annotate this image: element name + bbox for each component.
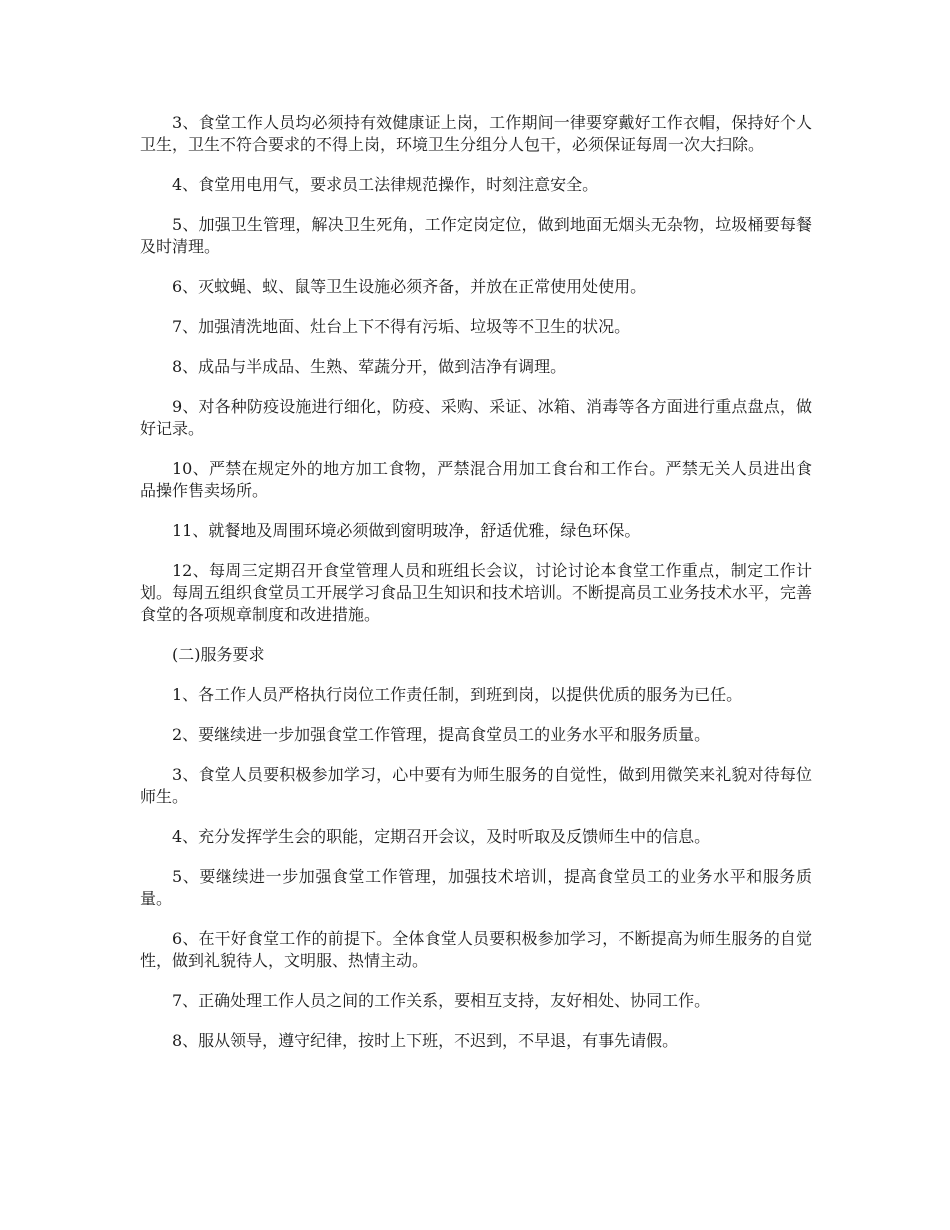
document-body: [140, 112, 812, 1070]
paragraph-hygiene-4: 4、食堂用电用气，要求员工法律规范操作，时刻注意安全。: [172, 175, 599, 194]
paragraph-hygiene-5: 5、加强卫生管理，解决卫生死角，工作定岗定位，做到地面无烟头无杂物，垃圾桶要每餐及时清理。: [140, 215, 812, 256]
paragraph-hygiene-9: 9、对各种防疫设施进行细化，防疫、采购、采证、冰箱、消毒等各方面进行重点盘点，做好记录。: [140, 397, 812, 438]
paragraph-hygiene-8: 8、成品与半成品、生熟、荤蔬分开，做到洁净有调理。: [172, 357, 567, 376]
paragraph-service-3: 3、食堂人员要积极参加学习，心中要有为师生服务的自觉性，做到用微笑来礼貌对待每位师生。: [140, 765, 812, 806]
paragraph-service-4: 4、充分发挥学生会的职能，定期召开会议，及时听取及反馈师生中的信息。: [172, 827, 711, 846]
paragraph-hygiene-6: 6、灭蚊蝇、蚁、鼠等卫生设施必须齐备，并放在正常使用处使用。: [172, 277, 647, 296]
section-heading-service: (二)服务要求: [172, 645, 265, 664]
paragraph-service-7: 7、正确处理工作人员之间的工作关系，要相互支持，友好相处、协同工作。: [172, 991, 711, 1010]
paragraph-hygiene-12: 12、每周三定期召开食堂管理人员和班组长会议，讨论讨论本食堂工作重点，制定工作计划。每周五组织食堂员工开展学习食品卫生知识和技术培训。不断提高员工业务技术水平，完善食堂的各项规章制度和改进措施。: [140, 561, 813, 624]
paragraph-hygiene-7: 7、加强清洗地面、灶台上下不得有污垢、垃圾等不卫生的状况。: [172, 317, 631, 336]
paragraph-hygiene-3: 3、食堂工作人员均必须持有效健康证上岗，工作期间一律要穿戴好工作衣帽，保持好个人卫生，卫生不符合要求的不得上岗，环境卫生分组分人包干，必须保证每周一次大扫除。: [140, 113, 812, 154]
paragraph-service-5: 5、要继续进一步加强食堂工作管理，加强技术培训，提高食堂员工的业务水平和服务质量。: [140, 867, 812, 908]
paragraph-hygiene-10: 10、严禁在规定外的地方加工食物，严禁混合用加工食台和工作台。严禁无关人员进出食品操作售卖场所。: [140, 459, 812, 500]
paragraph-service-6: 6、在干好食堂工作的前提下。全体食堂人员要积极参加学习，不断提高为师生服务的自觉性，做到礼貌待人，文明服、热情主动。: [140, 929, 812, 970]
paragraph-service-8: 8、服从领导，遵守纪律，按时上下班，不迟到，不早退，有事先请假。: [172, 1031, 679, 1050]
paragraph-service-1: 1、各工作人员严格执行岗位工作责任制，到班到岗，以提供优质的服务为已任。: [172, 685, 743, 704]
paragraph-hygiene-11: 11、就餐地及周围环境必须做到窗明玻净，舒适优雅，绿色环保。: [172, 521, 641, 540]
paragraph-service-2: 2、要继续进一步加强食堂工作管理，提高食堂员工的业务水平和服务质量。: [172, 725, 711, 744]
